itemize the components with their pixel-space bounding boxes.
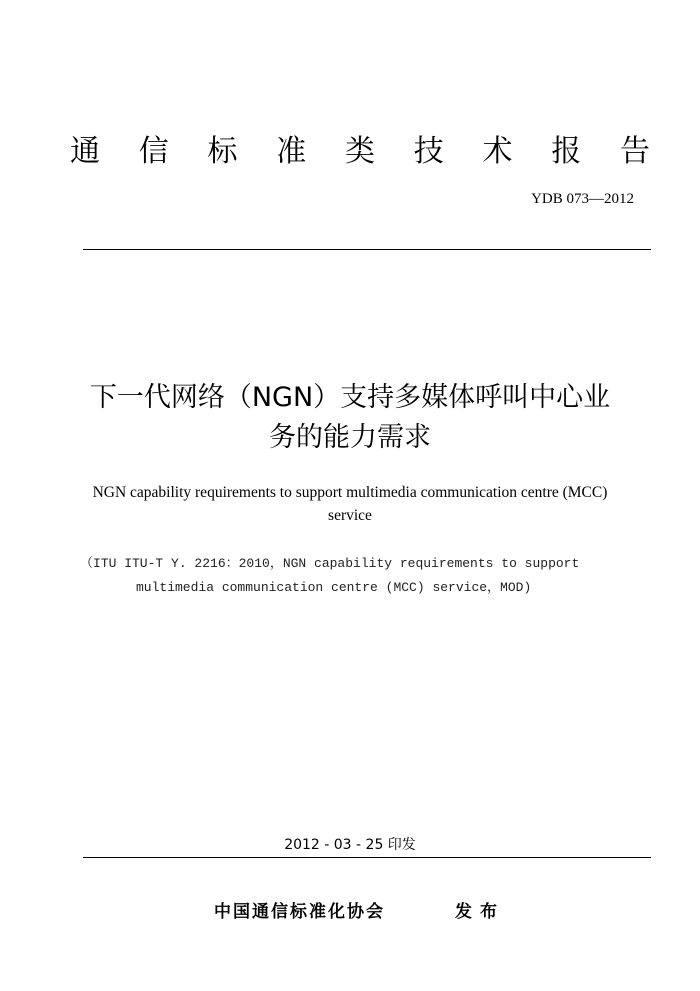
source-reference-line-1: （ITU ITU-T Y. 2216：2010，NGN capability requirements to support xyxy=(80,556,580,571)
print-date: 2012 - 03 - 25 印发 xyxy=(284,837,416,853)
category-char: 术 xyxy=(482,134,513,169)
publisher-name: 中国通信标准化协会 xyxy=(214,902,385,922)
header-divider xyxy=(83,249,651,250)
category-char: 告 xyxy=(620,134,650,169)
category-char: 报 xyxy=(551,134,582,169)
category-char: 类 xyxy=(345,134,375,169)
category-char: 通 xyxy=(70,134,100,169)
category-char: 标 xyxy=(207,134,238,169)
category-char: 信 xyxy=(138,134,169,169)
category-char: 技 xyxy=(413,134,444,169)
category-char: 准 xyxy=(276,134,307,169)
source-reference-line-2: multimedia communication centre (MCC) service，MOD) xyxy=(136,580,532,595)
document-category-heading xyxy=(70,132,650,172)
document-number: YDB 073—2012 xyxy=(531,191,634,207)
footer-divider xyxy=(83,857,651,858)
english-title-line-1: NGN capability requirements to support multimedia communication centre (MCC) xyxy=(92,484,608,501)
chinese-title-line-1: 下一代网络（NGN）支持多媒体呼叫中心业 xyxy=(89,382,611,413)
english-title-line-2: service xyxy=(328,507,372,524)
chinese-title-line-2: 务的能力需求 xyxy=(269,422,431,453)
publish-label: 发布 xyxy=(455,902,505,922)
